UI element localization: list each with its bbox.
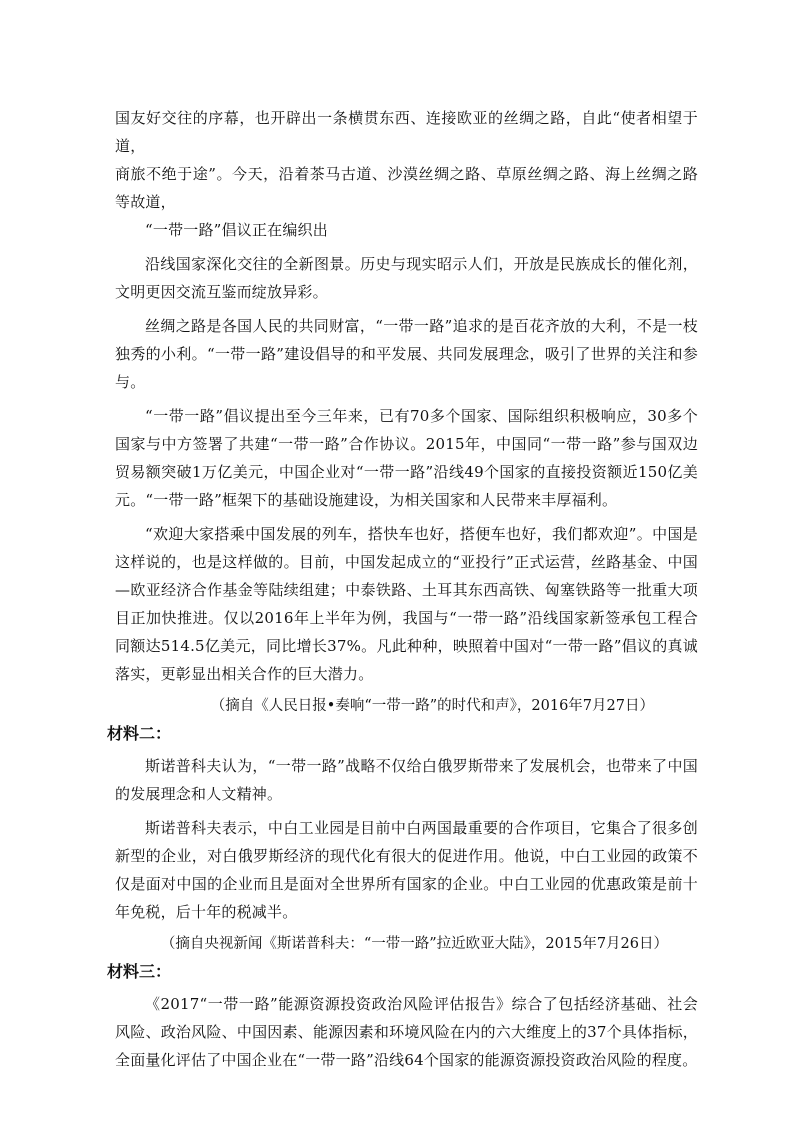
source-citation: （摘自《人民日报•奏响“一带一路”的时代和声》，2016年7月27日） (210, 698, 654, 714)
paragraph: 《2017“一带一路”能源资源投资政治风险评估报告》综合了包括经济基础、社会风险、政治风险、中国因素、能源因素和环境风险在内的六大维度上的37个具体指标，全面量化评估了中国企业在“一带一路”沿线64个国家的能源资源投资政治风险的程度。 (115, 995, 698, 1069)
paragraph: 斯诺普科夫表示，中白工业园是目前中白两国最重要的合作项目，它集合了很多创新型的企业，对白俄罗斯经济的现代化有很大的促进作用。他说，中白工业园的政策不仅是面对中国的企业而且是面对全世界所有国家的企业。中白工业园的优惠政策是前十年免税，后十年的税减半。 (115, 819, 698, 921)
paragraph: 丝绸之路是各国人民的共同财富，“一带一路”追求的是百花齐放的大利，不是一枝独秀的小利。“一带一路”建设倡导的和平发展、共同发展理念，吸引了世界的关注和参与。 (115, 317, 698, 391)
source-citation: （摘自央视新闻《斯诺普科夫：“一带一路”拉近欧亚大陆》，2015年7月26日） (160, 936, 668, 952)
intro-line-2: 商旅不绝于途”。今天，沿着茶马古道、沙漠丝绸之路、草原丝绸之路、海上丝绸之路等故道， (115, 165, 698, 211)
section-heading: 材料三： (107, 964, 172, 981)
intro-passage (115, 104, 698, 244)
paragraph: “一带一路”倡议提出至今三年来，已有70多个国家、国际组织积极响应，30多个国家与中方签署了共建“一带一路”合作协议。2015年，中国同“一带一路”参与国双边贸易额突破1万亿美元，中国企业对“一带一路”沿线49个国家的直接投资额近150亿美元。“一带一路”框架下的基础设施建设，为相关国家和人民带来丰厚福利。 (115, 407, 698, 509)
intro-line-3: “一带一路”倡议正在编织出 (145, 221, 328, 239)
material-one-section (115, 250, 698, 720)
paragraph: “欢迎大家搭乘中国发展的列车，搭快车也好，搭便车也好，我们都欢迎”。中国是这样说的，也是这样做的。目前，中国发起成立的“亚投行”正式运营，丝路基金、中国—欧亚经济合作基金等陆续组建；中泰铁路、土耳其东西高铁、匈塞铁路等一批重大项目正加快推进。仅以2016年上半年为例，我国与“一带一路”沿线国家新签承包工程合同额达514.5亿美元，同比增长37%。凡此种种，映照着中国对“一带一路”倡议的真诚落实，更彰显出相关合作的巨大潜力。 (115, 525, 698, 683)
material-three-section (107, 960, 698, 1074)
material-two-section (107, 722, 698, 958)
intro-line-1: 国友好交往的序幕，也开辟出一条横贯东西、连接欧亚的丝绸之路，自此“使者相望于道， (115, 109, 698, 155)
paragraph: 斯诺普科夫认为，“一带一路”战略不仅给白俄罗斯带来了发展机会，也带来了中国的发展理念和人文精神。 (115, 757, 698, 803)
section-heading: 材料二： (107, 726, 172, 743)
paragraph: 沿线国家深化交往的全新图景。历史与现实昭示人们，开放是民族成长的催化剂，文明更因交流互鉴而绽放异彩。 (115, 255, 698, 301)
